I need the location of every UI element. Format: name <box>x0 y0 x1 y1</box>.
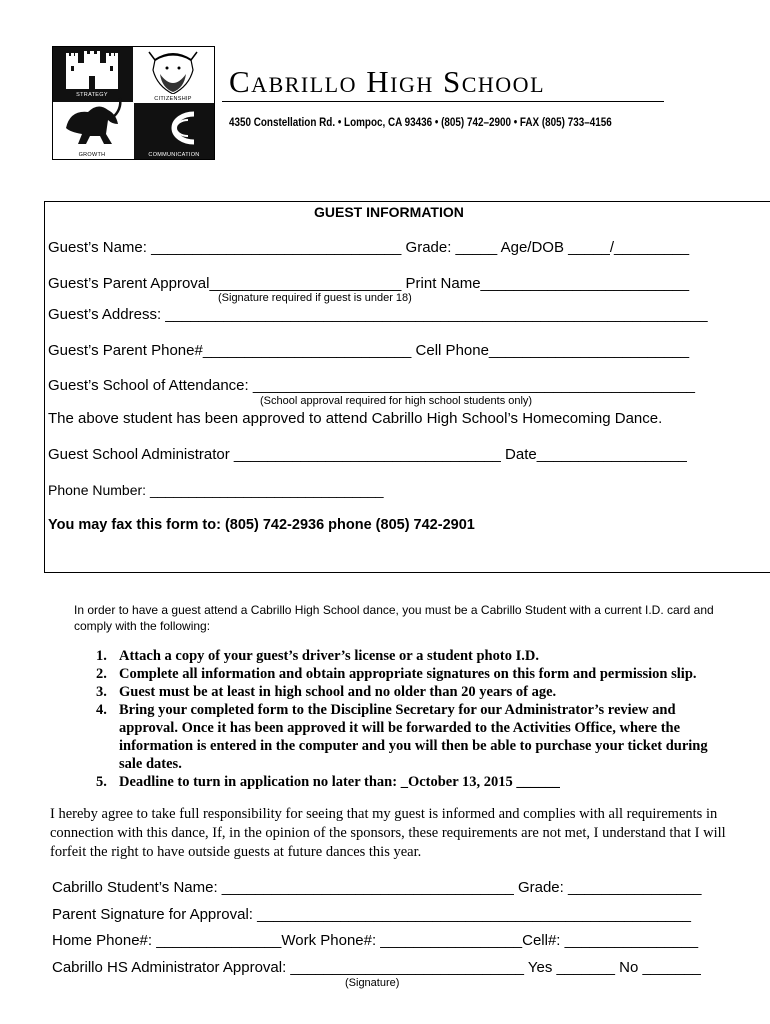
school-address: 4350 Constellation Rd. • Lompoc, CA 93436 • (805) 742–2900 • FAX (805) 733–4156 <box>229 117 612 129</box>
guest-section-title: GUEST INFORMATION <box>314 204 464 220</box>
crest-label-growth: GROWTH <box>78 152 106 158</box>
guest-phone-number-field[interactable]: Phone Number: ______________________________ <box>48 482 384 498</box>
crest-label-communication: COMMUNICATION <box>148 152 200 158</box>
list-item: 1. Attach a copy of your guest’s driver’s license or a student photo I.D. <box>96 648 539 664</box>
crest-label-citizenship: CITIZENSHIP <box>154 96 192 102</box>
requirements-list <box>84 647 731 791</box>
list-item: 3. Guest must be at least in high school and no older than 20 years of age. <box>96 684 557 700</box>
castle-icon <box>66 51 118 89</box>
guest-parent-phone-field[interactable]: Guest’s Parent Phone#_________________________ Cell Phone________________________ <box>48 342 690 359</box>
list-item: 2. Complete all information and obtain appropriate signatures on this form and permission slip. <box>96 666 697 682</box>
guest-address-field[interactable]: Guest’s Address: _________________________________________________________________ <box>48 306 708 323</box>
student-name-field[interactable]: Cabrillo Student’s Name: ___________________________________ Grade: ________________ <box>52 879 702 896</box>
agreement-statement: I hereby agree to take full responsibility for seeing that my guest is informed and complies with all requirements in connection with this dance, If, in the opinion of the sponsors, these requirements are not met, I understand that I will forfeit the right to have outside guests at future dances this year. <box>50 806 726 860</box>
header-divider <box>222 101 664 102</box>
instructions-intro: In order to have a guest attend a Cabrillo High School dance, you must be a Cabrillo Student with a current I.D. card and comply with the following: <box>74 603 714 633</box>
administrator-signature-note: (Signature) <box>345 977 400 989</box>
guest-school-field[interactable]: Guest’s School of Attendance: _____________________________________________________ <box>48 377 695 394</box>
guest-school-note: (School approval required for high school students only) <box>260 395 533 407</box>
fax-note: You may fax this form to: (805) 742-2936 phone (805) 742-2901 <box>48 517 475 533</box>
list-item: 4. Bring your completed form to the Discipline Secretary for our Administrator’s review and approval. Once it has been approved it will be forwarded to the Activities Office, where the information is entered in the computer and you will then be able to purchase your ticket during sale dates. <box>96 702 708 772</box>
phone-numbers-field[interactable]: Home Phone#: _______________Work Phone#: _________________Cell#: ________________ <box>52 932 699 949</box>
approved-statement: The above student has been approved to attend Cabrillo High School’s Homecoming Dance. <box>48 410 663 427</box>
guest-name-field[interactable]: Guest’s Name: ______________________________ Grade: _____ Age/DOB _____/_________ <box>48 239 690 256</box>
school-crest <box>52 46 215 160</box>
guest-signature-note: (Signature required if guest is under 18) <box>218 292 412 304</box>
list-item: 5. Deadline to turn in application no later than: _October 13, 2015 ______ <box>96 774 560 790</box>
guest-parent-approval-field[interactable]: Guest’s Parent Approval_______________________ Print Name_________________________ <box>48 275 690 292</box>
administrator-approval-field[interactable]: Cabrillo HS Administrator Approval: ____________________________ Yes _______ No _______ <box>52 959 701 976</box>
crest-label-strategy: STRATEGY <box>76 92 108 98</box>
school-name: Cabrillo High School <box>229 64 546 99</box>
parent-signature-field[interactable]: Parent Signature for Approval: ____________________________________________________ <box>52 906 691 923</box>
guest-administrator-field[interactable]: Guest School Administrator ________________________________ Date__________________ <box>48 446 687 463</box>
